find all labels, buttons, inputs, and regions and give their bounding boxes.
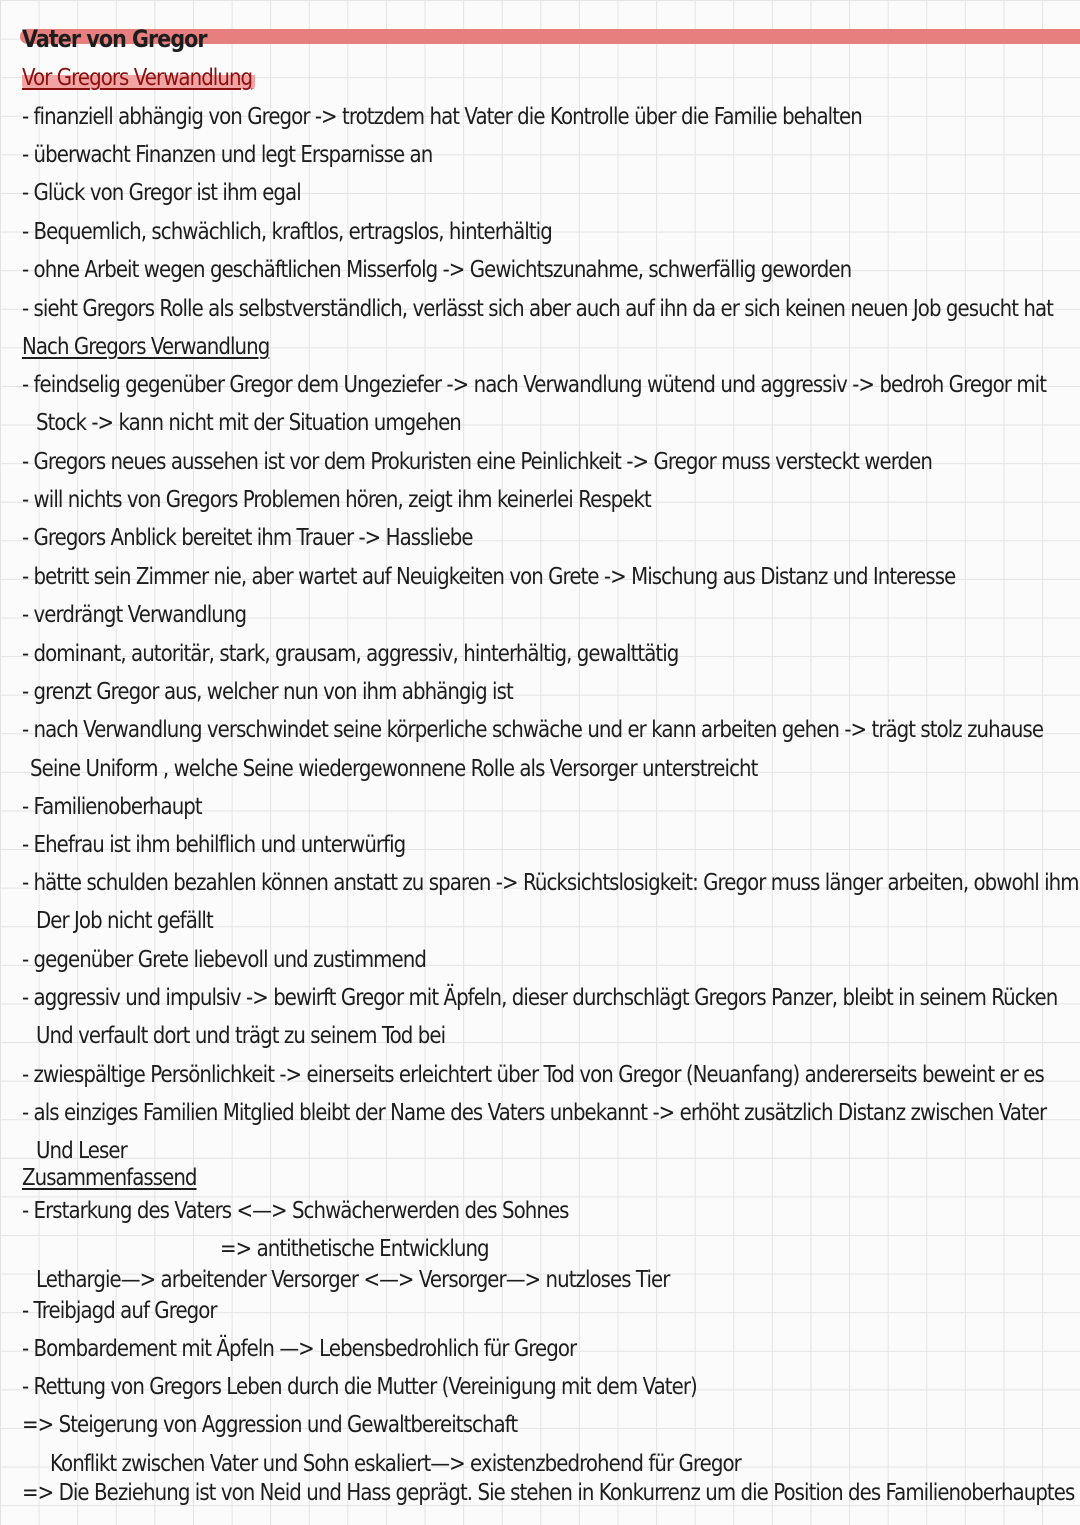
list-item: - finanziell abhängig von Gregor -> trotzdem hat Vater die Kontrolle über die Familie behalten [22,104,862,130]
section-heading-after: Nach Gregors Verwandlung [22,334,270,360]
conclusion-line: => Steigerung von Aggression und Gewaltbereitschaft [22,1412,518,1438]
list-item: - überwacht Finanzen und legt Ersparnisse an [22,142,433,168]
conclusion-line: Konflikt zwischen Vater und Sohn eskaliert—> existenzbedrohend für Gregor [50,1451,741,1477]
list-item: - als einziges Familien Mitglied bleibt der Name des Vaters unbekannt -> erhöht zusätzlich Distanz zwischen Vater [22,1100,1047,1126]
conclusion-line: => antithetische Entwicklung [220,1236,489,1262]
list-item: - feindselig gegenüber Gregor dem Ungeziefer -> nach Verwandlung wütend und aggressiv -> bedroh Gregor mit [22,372,1047,398]
list-item-continuation: Stock -> kann nicht mit der Situation umgehen [36,410,461,436]
list-item: - grenzt Gregor aus, welcher nun von ihm abhängig ist [22,679,513,705]
list-item: - Treibjagd auf Gregor [22,1298,217,1324]
list-item: - Rettung von Gregors Leben durch die Mutter (Vereinigung mit dem Vater) [22,1374,697,1400]
list-item: - sieht Gregors Rolle als selbstverständlich, verlässt sich aber auch auf ihn da er sich keinen neuen Job gesucht hat [22,296,1053,322]
list-item: - Gregors neues aussehen ist vor dem Prokuristen eine Peinlichkeit -> Gregor muss versteckt werden [22,449,932,475]
antithesis-line: Lethargie—> arbeitender Versorger <—> Versorger—> nutzloses Tier [36,1267,670,1293]
list-item: - betritt sein Zimmer nie, aber wartet auf Neuigkeiten von Grete -> Mischung aus Distanz und Interesse [22,564,956,590]
section-heading-summary: Zusammenfassend [22,1165,197,1191]
list-item: - Glück von Gregor ist ihm egal [22,180,301,206]
list-item-continuation: Seine Uniform , welche Seine wiedergewonnene Rolle als Versorger unterstreicht [30,756,758,782]
list-item: - dominant, autoritär, stark, grausam, aggressiv, hinterhältig, gewalttätig [22,641,679,667]
list-item: - Bequemlich, schwächlich, kraftlos, ertragslos, hinterhältig [22,219,552,245]
list-item-continuation: Und Leser [36,1138,127,1164]
list-item: - Bombardement mit Äpfeln —> Lebensbedrohlich für Gregor [22,1336,577,1362]
list-item: - gegenüber Grete liebevoll und zustimmend [22,947,426,973]
page-title: Vater von Gregor [22,25,207,53]
list-item: - Gregors Anblick bereitet ihm Trauer -> Hassliebe [22,525,473,551]
list-item: - zwiespältige Persönlichkeit -> einerseits erleichtert über Tod von Gregor (Neuanfang) andererseits beweint er es [22,1062,1044,1088]
list-item: - hätte schulden bezahlen können anstatt zu sparen -> Rücksichtslosigkeit: Gregor muss länger arbeiten, obwohl ihm [22,870,1079,896]
list-item: - Ehefrau ist ihm behilflich und unterwürfig [22,832,406,858]
list-item: - aggressiv und impulsiv -> bewirft Gregor mit Äpfeln, dieser durchschlägt Gregors Panzer, bleibt in seinem Rücken [22,985,1058,1011]
list-item-continuation: Der Job nicht gefällt [36,908,213,934]
section-heading-before: Vor Gregors Verwandlung [22,63,255,93]
list-item: - Erstarkung des Vaters <—> Schwächerwerden des Sohnes [22,1198,569,1224]
list-item-continuation: Und verfault dort und trägt zu seinem Tod bei [36,1023,446,1049]
list-item: - nach Verwandlung verschwindet seine körperliche schwäche und er kann arbeiten gehen -> trägt stolz zuhause [22,717,1044,743]
list-item: - ohne Arbeit wegen geschäftlichen Misserfolg -> Gewichtszunahme, schwerfällig geworden [22,257,852,283]
final-conclusion: => Die Beziehung ist von Neid und Hass geprägt. Sie stehen in Konkurrenz um die Position des Familienoberhauptes [22,1480,1075,1506]
list-item: - Familienoberhaupt [22,794,202,820]
list-item: - verdrängt Verwandlung [22,602,247,628]
list-item: - will nichts von Gregors Problemen hören, zeigt ihm keinerlei Respekt [22,487,651,513]
